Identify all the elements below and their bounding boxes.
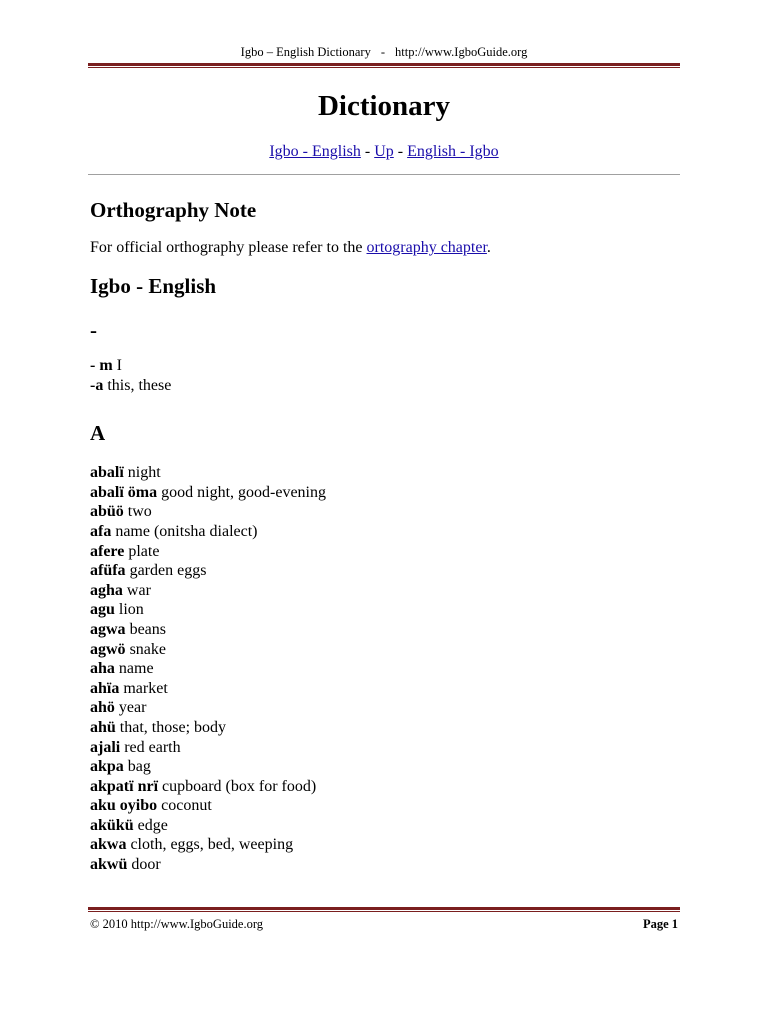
entry-definition: door — [127, 856, 161, 874]
dictionary-entry — [90, 855, 680, 875]
entry-term: agu — [90, 601, 115, 619]
orthography-text-end: . — [486, 239, 491, 256]
entry-term: agwö — [90, 640, 126, 658]
entry-definition: I — [112, 357, 122, 374]
nav-link-igbo-english[interactable]: Igbo - English — [269, 143, 361, 160]
dictionary-entry — [90, 796, 680, 816]
entry-definition: market — [119, 679, 168, 697]
entry-definition: this, these — [103, 376, 172, 394]
entry-term: agwa — [90, 620, 126, 638]
entry-term: afüfa — [90, 562, 126, 580]
main-content — [90, 196, 680, 875]
dictionary-entry — [90, 561, 680, 581]
entry-definition: good night, good-evening — [157, 483, 326, 501]
orthography-paragraph — [90, 238, 680, 258]
entry-definition: edge — [133, 816, 168, 834]
entry-term: afere — [90, 542, 125, 560]
dictionary-entry — [90, 679, 680, 699]
dictionary-entry — [90, 835, 680, 855]
dictionary-entry — [90, 777, 680, 797]
entry-definition: cupboard (box for food) — [158, 777, 317, 795]
footer-copyright: © 2010 http://www.IgboGuide.org — [90, 917, 264, 931]
entry-term: akükü — [90, 816, 134, 834]
dictionary-entry — [90, 816, 680, 836]
footer-rule — [88, 907, 680, 912]
running-header — [0, 44, 768, 60]
entry-definition: red earth — [120, 738, 181, 756]
divider — [88, 174, 680, 175]
dictionary-entry — [90, 600, 680, 620]
nav-link-english-igbo[interactable]: English - Igbo — [407, 143, 499, 160]
dictionary-entry — [90, 483, 680, 503]
entry-list-a — [90, 463, 680, 874]
entry-definition: year — [114, 699, 147, 717]
entry-term: - m — [90, 357, 113, 374]
entry-list-dash — [90, 356, 680, 395]
running-header-separator: - — [380, 45, 386, 59]
entry-definition: lion — [114, 601, 144, 619]
entry-term: akwü — [90, 856, 128, 874]
dictionary-entry — [90, 659, 680, 679]
dictionary-nav — [0, 142, 768, 162]
nav-separator: - — [393, 143, 408, 160]
dictionary-entry — [90, 738, 680, 758]
dictionary-entry — [90, 502, 680, 522]
dictionary-entry — [90, 718, 680, 738]
dictionary-entry — [90, 698, 680, 718]
entry-term: akpa — [90, 758, 124, 776]
entry-definition: bag — [123, 758, 151, 776]
letter-heading-a: A — [90, 421, 106, 446]
dictionary-entry — [90, 640, 680, 660]
entry-definition: plate — [124, 542, 160, 560]
entry-term: -a — [90, 376, 104, 394]
entry-definition: garden eggs — [125, 562, 207, 580]
entry-definition: snake — [125, 640, 166, 658]
page-number: Page 1 — [642, 917, 678, 931]
entry-definition: war — [122, 581, 151, 599]
section-heading-igbo-english: Igbo - English — [90, 274, 217, 298]
entry-term: agha — [90, 581, 123, 599]
page-title: Dictionary — [317, 90, 451, 122]
entry-term: ahö — [90, 699, 115, 717]
running-header-title: Igbo – English Dictionary — [240, 45, 371, 59]
entry-term: abalï — [90, 464, 124, 482]
nav-separator: - — [360, 143, 375, 160]
dictionary-entry — [90, 757, 680, 777]
header-rule — [88, 63, 680, 68]
entry-term: abalï öma — [90, 483, 158, 501]
entry-term: aku oyibo — [90, 797, 158, 815]
entry-term: ahü — [90, 718, 116, 736]
dictionary-entry — [90, 581, 680, 601]
nav-link-up[interactable]: Up — [374, 143, 394, 160]
entry-term: ajali — [90, 738, 121, 756]
entry-term: aha — [90, 660, 115, 678]
entry-definition: night — [123, 464, 161, 482]
orthography-text: For official orthography please refer to the — [90, 239, 367, 256]
running-header-url: http://www.IgboGuide.org — [395, 45, 528, 59]
entry-definition: beans — [125, 620, 166, 638]
dictionary-entry — [90, 463, 680, 483]
orthography-heading: Orthography Note — [90, 198, 257, 222]
entry-definition: name (onitsha dialect) — [111, 522, 258, 540]
entry-definition: two — [123, 503, 152, 521]
dictionary-entry — [90, 356, 680, 376]
entry-definition: that, those; body — [115, 718, 227, 736]
entry-definition: name — [114, 660, 154, 678]
dictionary-entry — [90, 376, 680, 396]
entry-term: afa — [90, 522, 112, 540]
entry-term: abüö — [90, 503, 124, 521]
dictionary-entry — [90, 620, 680, 640]
entry-definition: cloth, eggs, bed, weeping — [126, 836, 294, 854]
entry-term: akwa — [90, 836, 127, 854]
entry-term: ahïa — [90, 679, 120, 697]
orthography-chapter-link[interactable]: ortography chapter — [366, 239, 487, 256]
dictionary-entry — [90, 542, 680, 562]
letter-heading-dash: - — [90, 318, 97, 342]
entry-term: akpatï nrï — [90, 777, 159, 795]
dictionary-entry — [90, 522, 680, 542]
entry-definition: coconut — [157, 797, 212, 815]
